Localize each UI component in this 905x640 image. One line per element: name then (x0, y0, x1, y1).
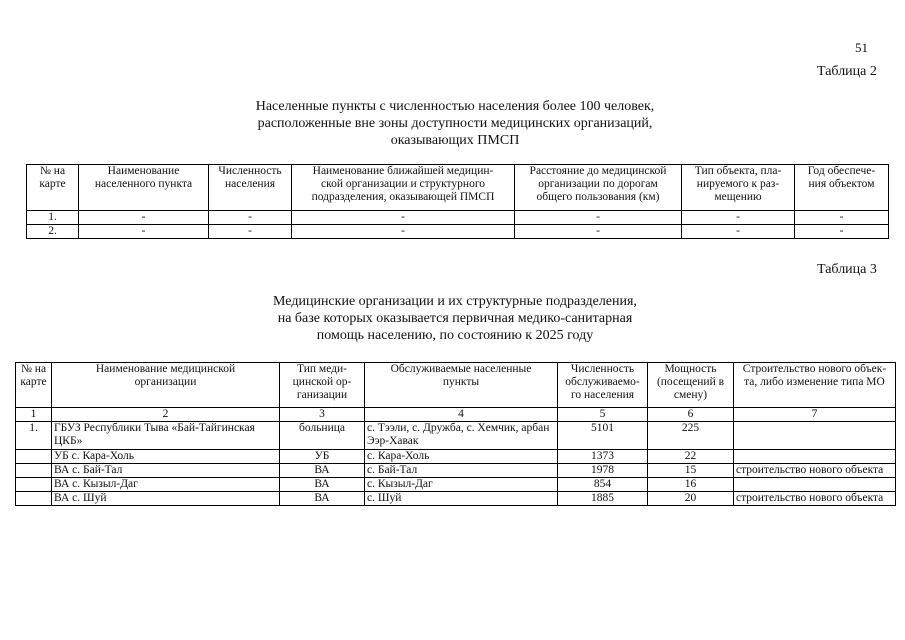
t3-cell (16, 450, 52, 464)
table-row (16, 464, 896, 478)
t2-cell: - (292, 225, 515, 239)
table-row (16, 492, 896, 506)
t2-cell: - (795, 225, 889, 239)
t3-cell: 1373 (558, 450, 648, 464)
t2-header-cell: Наименование населенного пункта (79, 165, 209, 211)
t2-cell: - (682, 225, 795, 239)
t3-cell: с. Бай-Тал (365, 464, 558, 478)
t3-cell: 22 (648, 450, 734, 464)
t3-cell: 225 (648, 422, 734, 450)
t3-cell: строительство нового объекта (734, 492, 896, 506)
t3-cell: 15 (648, 464, 734, 478)
t2-cell: - (292, 211, 515, 225)
t3-header-cell: Численность обслуживаемо- го населения (558, 363, 648, 408)
t2-cell: 2. (27, 225, 79, 239)
t2-cell: - (795, 211, 889, 225)
t3-cell (734, 478, 896, 492)
t3-cell: 1978 (558, 464, 648, 478)
t3-cell: с. Шуй (365, 492, 558, 506)
t2-cell: - (515, 211, 682, 225)
t3-cell: 1885 (558, 492, 648, 506)
table3-caption-line: Медицинские организации и их структурные подразделения, (273, 294, 637, 309)
table-row (16, 450, 896, 464)
table3-caption (200, 293, 710, 344)
t3-col-number: 6 (648, 408, 734, 422)
t2-cell: - (209, 225, 292, 239)
t3-header-cell: Наименование медицинской организации (52, 363, 280, 408)
t3-cell: 854 (558, 478, 648, 492)
t2-header-cell: Расстояние до медицинской организации по дорогам общего пользования (км) (515, 165, 682, 211)
t3-cell: строительство нового объекта (734, 464, 896, 478)
t2-header-cell: Наименование ближайшей медицин- ской организации и структурного подразделения, оказывающей ПМСП (292, 165, 515, 211)
t3-header-cell: Мощность (посещений в смену) (648, 363, 734, 408)
t2-cell: - (682, 211, 795, 225)
t2-header-cell: Год обеспече- ния объектом (795, 165, 889, 211)
t3-cell: с. Кара-Холь (365, 450, 558, 464)
table2-caption (200, 98, 710, 149)
t3-cell: ВА (280, 492, 365, 506)
t3-cell: 20 (648, 492, 734, 506)
table2-caption-line: оказывающих ПМСП (390, 133, 520, 148)
t3-cell (16, 478, 52, 492)
t3-cell: ВА (280, 464, 365, 478)
table2-label: Таблица 2 (817, 64, 877, 79)
t3-header-cell: № на карте (16, 363, 52, 408)
t3-cell: ВА с. Бай-Тал (52, 464, 280, 478)
table-row (27, 211, 889, 225)
t3-cell: ВА (280, 478, 365, 492)
t3-col-number: 7 (734, 408, 896, 422)
t3-cell: ВА с. Кызыл-Даг (52, 478, 280, 492)
t3-header-cell: Строительство нового объек- та, либо изменение типа МО (734, 363, 896, 408)
t3-cell: больница (280, 422, 365, 450)
table3-label: Таблица 3 (817, 262, 877, 277)
t3-cell: 1. (16, 422, 52, 450)
t2-header-cell: Численность населения (209, 165, 292, 211)
t3-col-number: 1 (16, 408, 52, 422)
table-row (27, 225, 889, 239)
table2-caption-line: расположенные вне зоны доступности медицинских организаций, (257, 116, 653, 131)
table3-caption-line: помощь населению, по состоянию к 2025 году (316, 328, 594, 343)
table3 (15, 362, 896, 506)
t3-cell: 5101 (558, 422, 648, 450)
t3-header-cell: Обслуживаемые населенные пункты (365, 363, 558, 408)
table3-header-row (16, 363, 896, 408)
t3-col-number: 3 (280, 408, 365, 422)
t2-cell: - (79, 225, 209, 239)
t2-cell: - (515, 225, 682, 239)
table2 (26, 164, 889, 239)
t3-header-cell: Тип меди- цинской ор- ганизации (280, 363, 365, 408)
t3-cell (16, 492, 52, 506)
t2-cell: - (209, 211, 292, 225)
t2-cell: 1. (27, 211, 79, 225)
table-row (16, 422, 896, 450)
t3-cell: ВА с. Шуй (52, 492, 280, 506)
t3-cell: УБ с. Кара-Холь (52, 450, 280, 464)
t2-header-cell: № на карте (27, 165, 79, 211)
table3-number-row (16, 408, 896, 422)
table-row (16, 478, 896, 492)
t3-cell (734, 422, 896, 450)
t3-col-number: 2 (52, 408, 280, 422)
t3-col-number: 4 (365, 408, 558, 422)
page-number: 51 (855, 40, 868, 55)
t3-cell (16, 464, 52, 478)
t3-cell: ГБУЗ Республики Тыва «Бай-Тайгинская ЦКБ» (52, 422, 280, 450)
t3-cell (734, 450, 896, 464)
table2-caption-line: Населенные пункты с численностью населения более 100 человек, (255, 99, 655, 114)
t3-cell: с. Кызыл-Даг (365, 478, 558, 492)
t2-cell: - (79, 211, 209, 225)
t3-cell: с. Тээли, с. Дружба, с. Хемчик, арбан Ээр-Хавак (365, 422, 558, 450)
t3-cell: 16 (648, 478, 734, 492)
table3-caption-line: на базе которых оказывается первичная медико-санитарная (277, 311, 633, 326)
t3-cell: УБ (280, 450, 365, 464)
table2-header-row (27, 165, 889, 211)
t3-col-number: 5 (558, 408, 648, 422)
t2-header-cell: Тип объекта, пла- нируемого к раз- мещению (682, 165, 795, 211)
